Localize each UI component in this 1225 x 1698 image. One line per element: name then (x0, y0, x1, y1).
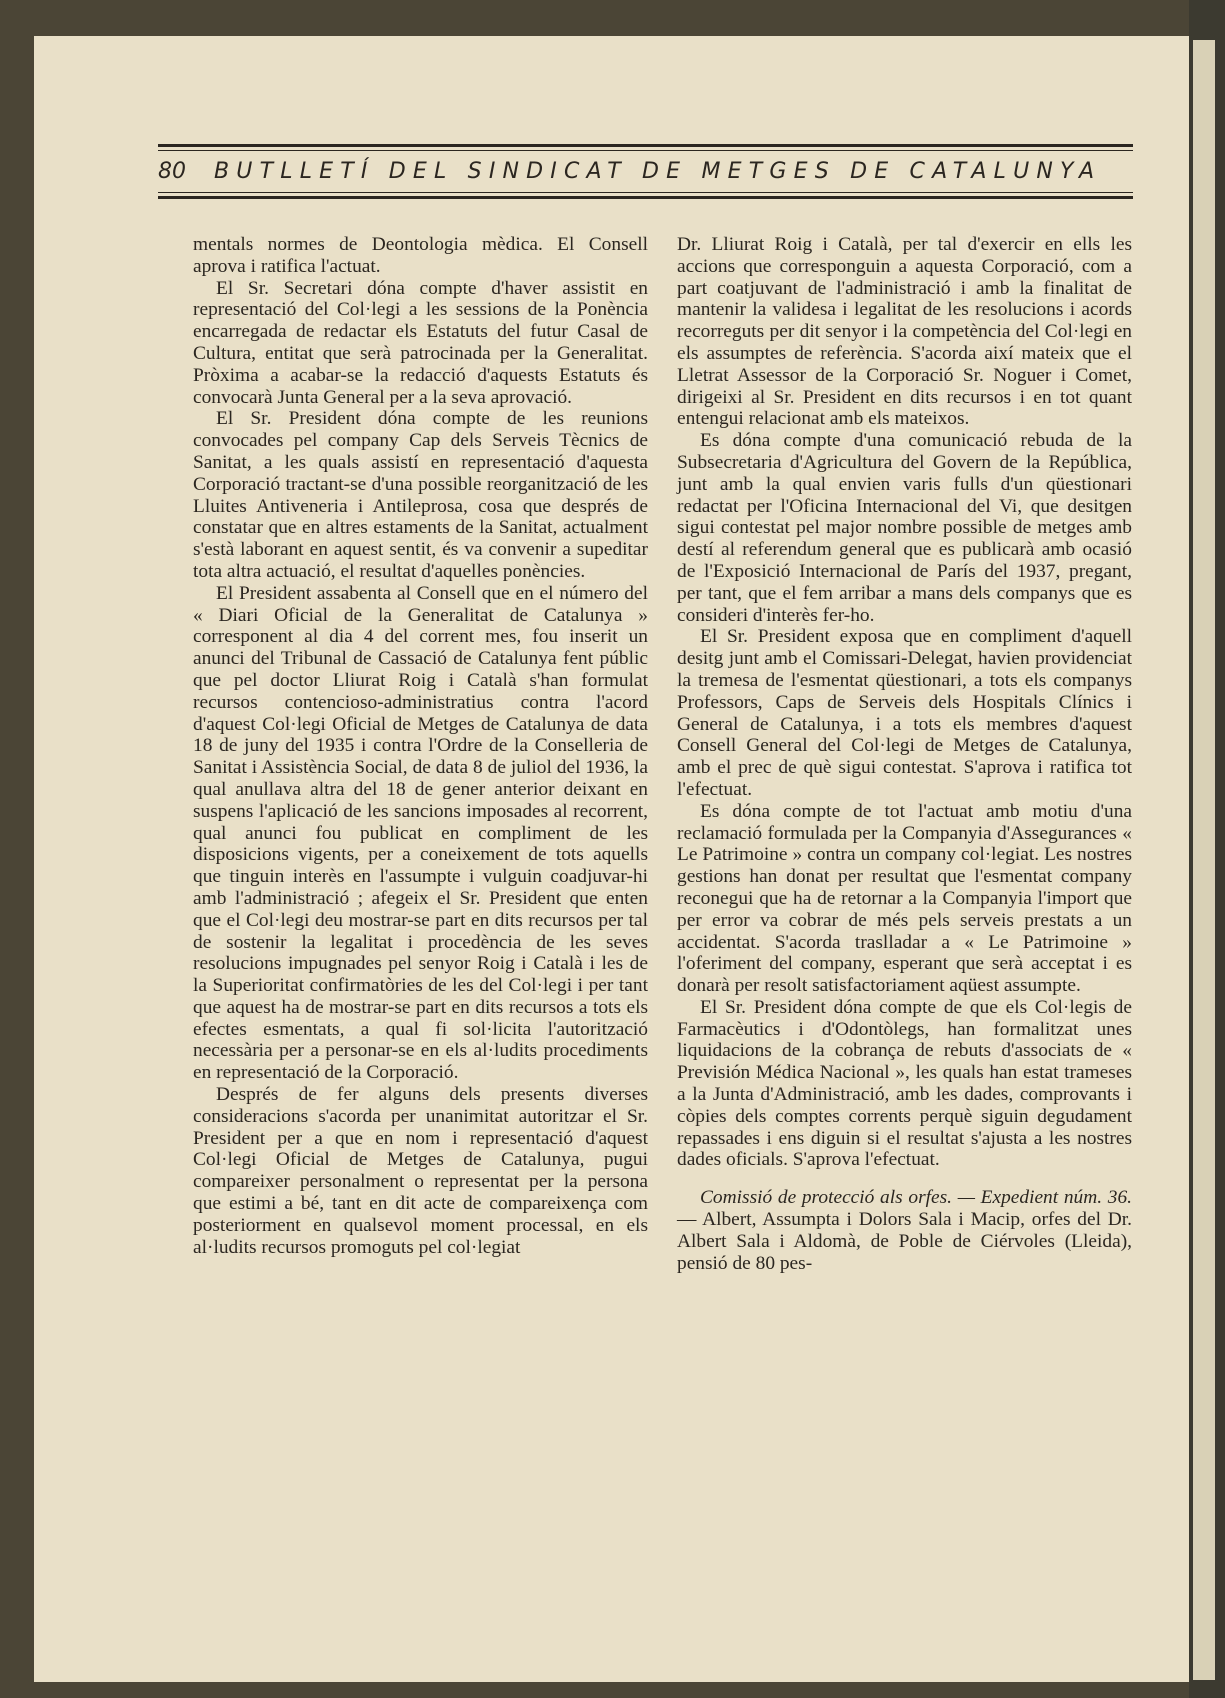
header-rule-top-thin (158, 150, 1133, 151)
paragraph: Després de fer alguns dels presents diverses consideracions s'acorda per unanimitat autoritzar el Sr. President per a que en nom i representació d'aquest Col·legi Oficial de Metges de Catalunya, pugui compareixer personalment o representat per la persona que estimi a bé, tant en dit acte de compareixença com posteriorment en qualsevol moment processal, en els al·ludits recursos promoguts pel col·legiat (193, 1084, 648, 1258)
paragraph: El President assabenta al Consell que en el número del « Diari Oficial de la Generalitat de Catalunya » corresponent al dia 4 del corrent mes, fou inserit un anunci del Tribunal de Cassació de Catalunya fent públic que pel doctor Lliurat Roig i Català s'han formulat recursos contencioso-administratius contra l'acord d'aquest Col·legi Oficial de Metges de Catalunya de data 18 de juny del 1935 i contra l'Ordre de la Conselleria de Sanitat i Assistència Social, de data 8 de juliol del 1936, la qual anullava altra del 18 de gener anterior deixant en suspens l'aplicació de les sancions imposades al recorrent, qual anunci fou publicat en compliment de les disposicions vigents, per a coneixement de tots aquells que tinguin interès en l'assumpte i vulguin coadjuvar-hi amb l'administració ; afegeix el Sr. President que enten que el Col·legi deu mostrar-se part en dits recursos per tal de sostenir la legalitat i procedència de les seves resolucions impugnades pel senyor Roig i Català i les de la Superioritat confirmatòries de les del Col·legi i per tant que aquest ha de mostrar-se part en dits recursos a tots els efectes esmentats, a qual fi sol·licita l'autorització necessària per a personar-se en els al·ludits procediments en representació de la Corporació. (193, 582, 648, 1084)
section-heading: Comissió de protecció als orfes. — Expedient núm. 36. (700, 1187, 1132, 1209)
journal-title: BUTLLETÍ DEL SINDICAT DE METGES DE CATALUNYA (214, 158, 1102, 184)
paragraph: mentals normes de Deontologia mèdica. El Consell aprova i ratifica l'actuat. (193, 234, 648, 277)
paragraph: Es dóna compte d'una comunicació rebuda de la Subsecretaria d'Agricultura del Govern de la República, junt amb la qual envien varis fulls d'un qüestionari redactat per l'Oficina Internacional del Vi, que desitgen sigui contestat pel major nombre possible de metges amb destí al referendum general que es publicarà amb ocasió de l'Exposició Internacional de París del 1937, pregant, per tant, que el fem arribar a mans dels companys que es consideri d'interès fer-ho. (677, 430, 1132, 626)
page-number: 80 (158, 158, 186, 184)
section-text: — Albert, Assumpta i Dolors Sala i Macip, orfes del Dr. Albert Sala i Aldomà, de Poble de Ciérvoles (Lleida), pensió de 80 pes- (677, 1209, 1132, 1274)
header-rule-bottom-thin (158, 192, 1133, 193)
paragraph: Dr. Lliurat Roig i Català, per tal d'exercir en ells les accions que corresponguin a aquesta Corporació, com a part coatjuvant de l'administració i amb la finalitat de mantenir la validesa i legalitat de les resolucions i acords recorreguts per dit senyor i la competència del Col·legi en els assumptes de referència. S'acorda així mateix que el Lletrat Assessor de la Corporació Sr. Noguer i Comet, dirigeixi al Sr. President en dits recursos i en tot quant entengui relacionat amb els mateixos. (677, 234, 1132, 430)
running-header (158, 156, 1133, 186)
paragraph: El Sr. Secretari dóna compte d'haver assistit en representació del Col·legi a les sessions de la Ponència encarregada de redactar els Estatuts del futur Casal de Cultura, entitat que serà patrocinada per la Generalitat. Pròxima a acabar-se la redacció d'aquests Estatuts és convocarà Junta General per a la seva aprovació. (193, 277, 648, 408)
paragraph: El Sr. President dóna compte de les reunions convocades pel company Cap dels Serveis Tècnics de Sanitat, a les quals assistí en representació d'aquesta Corporació tractant-se d'una possible reorganització de les Lluites Antiveneria i Antileprosa, cosa que després de constatar que en altres estaments de la Sanitat, actualment s'està laborant en aquest sentit, és va convenir a supeditar tota altra actuació, el resultat d'aquelles ponències. (193, 408, 648, 582)
paragraph: Es dóna compte de tot l'actuat amb motiu d'una reclamació formulada per la Companyia d'Assegurances « Le Patrimoine » contra un company col·legiat. Les nostres gestions han donat per resultat que l'esmentat company reconegui que ha de retornar a la Companyia l'import que per error va cobrar de més pels serveis prestats a un accidentat. S'acorda traslladar a « Le Patrimoine » l'oferiment del company, esperant que serà acceptat i es donarà per resolt satisfactoriament aqüest assumpte. (677, 800, 1132, 997)
next-page-edge (1193, 40, 1215, 1680)
left-column (193, 234, 648, 1258)
orphans-commission-paragraph (677, 1187, 1132, 1274)
paragraph: El Sr. President dóna compte de que els Col·legis de Farmacèutics i d'Odontòlegs, han formalitzat unes liquidacions de la cobrança de rebuts d'associats de « Previsión Médica Nacional », les quals han estat trameses a la Junta d'Administració, amb les dades, comprovants i còpies dels comptes corrents perquè siguin degudament repassades i ens diguin si el resultat s'ajusta a les nostres dades oficials. S'aprova l'efectuat. (677, 996, 1132, 1171)
paragraph: El Sr. President exposa que en compliment d'aquell desitg junt amb el Comissari-Delegat, havien providenciat la tremesa de l'esmentat qüestionari, a tots els companys Professors, Caps de Serveis dels Hospitals Clínics i General de Catalunya, i a tots els membres d'aquest Consell General del Col·legi de Metges de Catalunya, amb el prec de què sigui contestat. S'aprova i ratifica tot l'efectuat. (677, 626, 1132, 800)
header-rule-top (158, 144, 1133, 147)
header-rule-bottom (158, 196, 1133, 199)
right-column (677, 234, 1132, 1274)
